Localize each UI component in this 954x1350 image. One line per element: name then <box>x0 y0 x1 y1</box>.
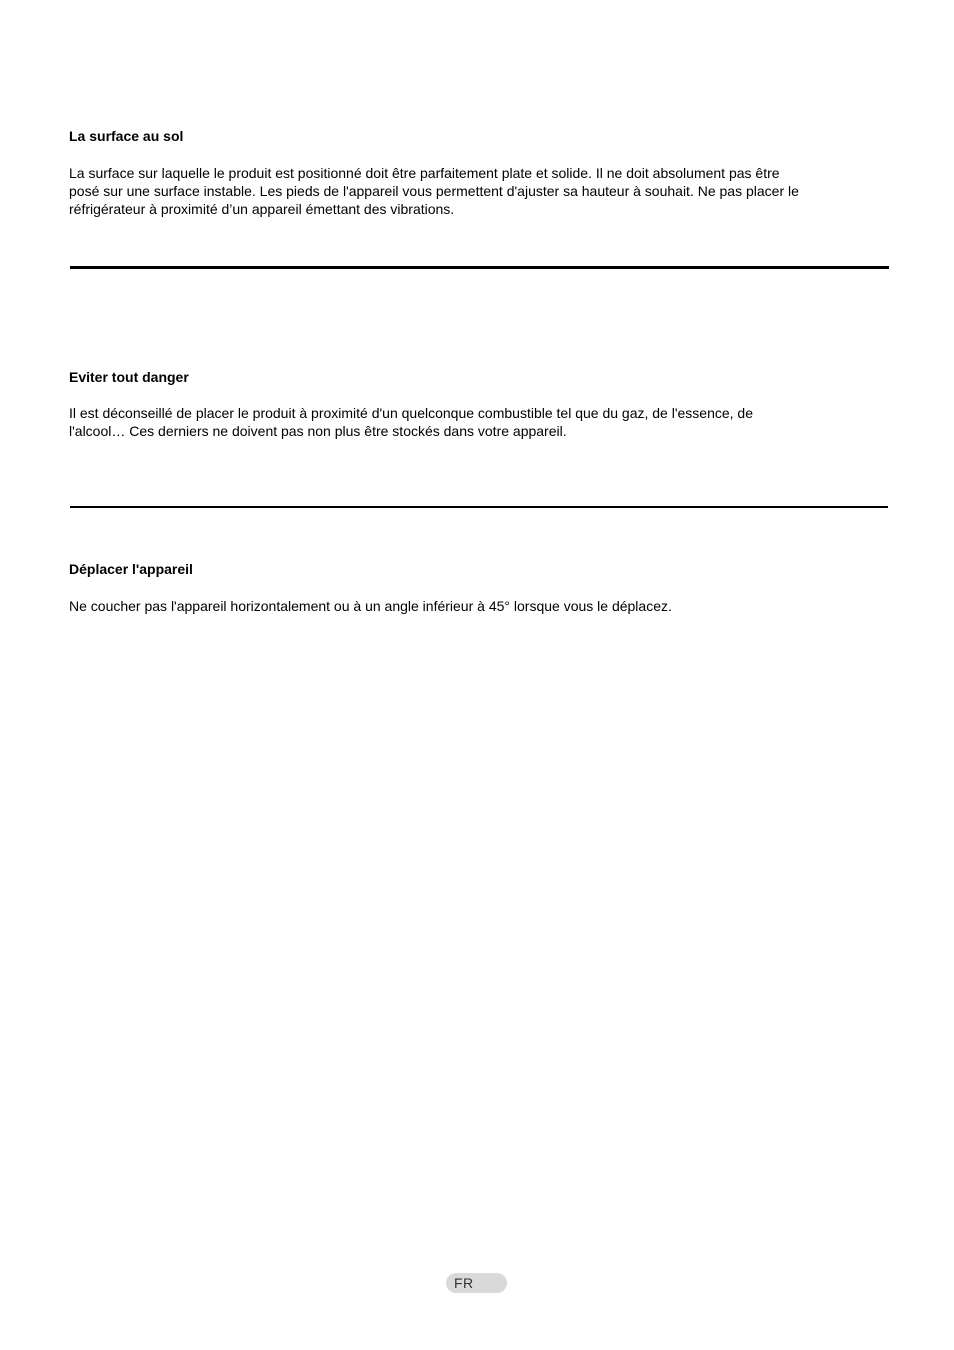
section-body-move-appliance <box>69 597 869 615</box>
paragraph-line: Il est déconseillé de placer le produit à proximité d'un quelconque combustible tel que du gaz, de l'essence, de <box>69 405 753 421</box>
paragraph-line: posé sur une surface instable. Les pieds de l'appareil vous permettent d'ajuster sa hauteur à souhait. Ne pas placer le <box>69 183 799 199</box>
section-divider <box>70 506 888 508</box>
section-title-move-appliance: Déplacer l'appareil <box>69 561 193 577</box>
language-badge: FR <box>446 1273 507 1293</box>
paragraph-line: Ne coucher pas l'appareil horizontalement ou à un angle inférieur à 45° lorsque vous le déplacez. <box>69 598 672 614</box>
section-body-floor-surface <box>69 164 869 218</box>
section-title-floor-surface: La surface au sol <box>69 128 184 144</box>
section-body-avoid-danger <box>69 404 869 440</box>
section-title-avoid-danger: Eviter tout danger <box>69 369 189 385</box>
paragraph-line: l'alcool… Ces derniers ne doivent pas non plus être stockés dans votre appareil. <box>69 423 567 439</box>
paragraph-line: réfrigérateur à proximité d’un appareil émettant des vibrations. <box>69 201 455 217</box>
paragraph-line: La surface sur laquelle le produit est positionné doit être parfaitement plate et solide. Il ne doit absolument pas être <box>69 165 780 181</box>
section-divider <box>70 266 889 269</box>
